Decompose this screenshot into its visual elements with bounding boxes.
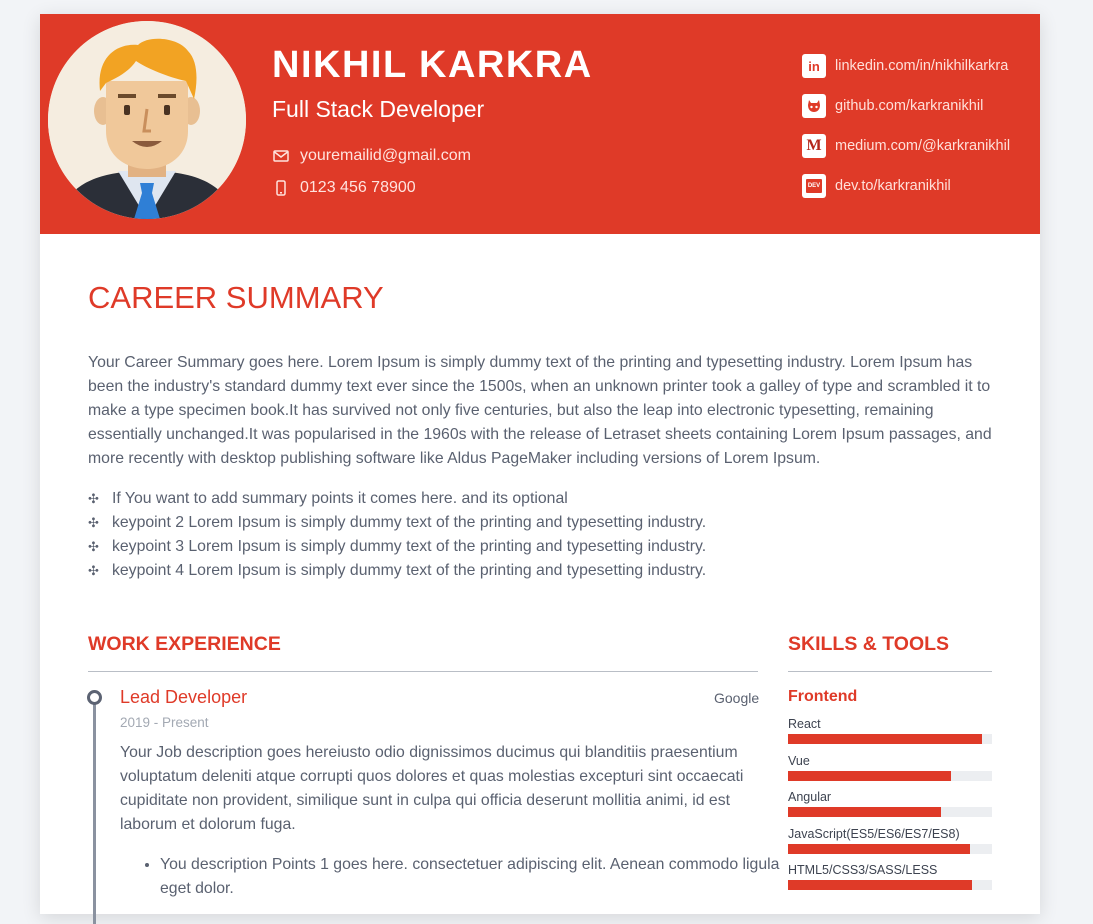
skills-title: SKILLS & TOOLS [788, 633, 950, 655]
bullet-icon: ✣ [88, 491, 99, 506]
skill-bar-fill [788, 880, 972, 890]
skill-javascript [788, 827, 992, 854]
summary-point-text: keypoint 3 Lorem Ipsum is simply dummy text of the printing and typesetting industry. [112, 538, 707, 555]
work-experience-title: WORK EXPERIENCE [88, 633, 281, 655]
skill-vue [788, 754, 992, 781]
avatar [48, 21, 246, 219]
skill-bar-fill [788, 807, 941, 817]
medium-icon: M [802, 134, 826, 158]
work-divider [88, 671, 758, 672]
linkedin-icon: in [802, 54, 826, 78]
skill-label: HTML5/CSS3/SASS/LESS [788, 863, 938, 877]
skills-divider [788, 671, 992, 672]
skill-label: JavaScript(ES5/ES6/ES7/ES8) [788, 827, 960, 841]
medium-link[interactable] [802, 134, 1010, 158]
linkedin-link[interactable] [802, 54, 1008, 78]
job-period: 2019 - Present [120, 715, 209, 730]
candidate-role: Full Stack Developer [272, 96, 485, 122]
bullet-icon: ✣ [88, 563, 99, 578]
career-summary-title: CAREER SUMMARY [88, 280, 384, 315]
skill-angular [788, 790, 992, 817]
list-item [88, 511, 706, 535]
envelope-icon [272, 150, 290, 162]
summary-points [88, 487, 706, 583]
resume-header [40, 14, 1040, 234]
list-item [88, 487, 706, 511]
skill-bar-track [788, 807, 992, 817]
devto-link[interactable] [802, 174, 951, 198]
phone-contact[interactable] [272, 179, 416, 197]
skill-react [788, 717, 992, 744]
list-item [88, 559, 706, 583]
resume-page [40, 14, 1040, 914]
github-icon [802, 94, 826, 118]
job-title: Lead Developer [120, 687, 248, 707]
email-text: youremailid@gmail.com [300, 147, 471, 164]
job-points [120, 853, 800, 901]
list-item: • You description Points 1 goes here. consectetuer adipiscing elit. Aenean commodo ligula eget dolor. [160, 853, 800, 901]
skill-label: Angular [788, 790, 832, 804]
devto-icon [802, 174, 826, 198]
mobile-phone-icon [272, 180, 290, 196]
summary-point-text: keypoint 2 Lorem Ipsum is simply dummy text of the printing and typesetting industry. [112, 514, 707, 531]
skill-category: Frontend [788, 688, 858, 705]
bullet-icon: ✣ [88, 515, 99, 530]
email-contact[interactable] [272, 147, 471, 165]
skill-label: Vue [788, 754, 810, 768]
linkedin-text: linkedin.com/in/nikhilkarkra [835, 58, 1009, 74]
skill-label: React [788, 717, 821, 731]
skill-bar-track [788, 734, 992, 744]
bullet-icon: ✣ [88, 539, 99, 554]
skill-bar-fill [788, 844, 970, 854]
candidate-name: NIKHIL KARKRA [272, 44, 593, 86]
medium-text: medium.com/@karkranikhil [835, 138, 1011, 154]
skill-bar-track [788, 880, 992, 890]
summary-point-text: keypoint 4 Lorem Ipsum is simply dummy text of the printing and typesetting industry. [112, 562, 707, 579]
skill-html-css [788, 863, 992, 890]
skill-bar-fill [788, 734, 982, 744]
job-company: Google [714, 690, 760, 706]
list-item [88, 535, 706, 559]
skill-bar-track [788, 844, 992, 854]
job-description: Your Job description goes hereiusto odio dignissimos ducimus qui blanditiis praesentium voluptatum deleniti atque corrupti quos dolores et quas molestias excepturi sint occaecati cupiditate non provident, similique sunt in culpa qui officia deserunt mollitia animi, id est laborum et dolorum fuga. [120, 744, 744, 833]
github-link[interactable] [802, 94, 983, 118]
skill-bar-track [788, 771, 992, 781]
devto-badge-text: DEV [806, 179, 822, 193]
github-text: github.com/karkranikhil [835, 98, 984, 114]
timeline-dot [87, 690, 102, 705]
career-summary-text: Your Career Summary goes here. Lorem Ipsum is simply dummy text of the printing and typesetting industry. Lorem Ipsum has been the industry's standard dummy text ever since the 1500s, when an unknown printer took a galley of type and scrambled it to make a type specimen book.It has survived not only five centuries, but also the leap into electronic typesetting, remaining essentially unchanged.It was popularised in the 1960s with the release of Letraset sheets containing Lorem Ipsum passages, and more recently with desktop publishing software like Aldus PageMaker including versions of Lorem Ipsum. [88, 354, 992, 467]
phone-text: 0123 456 78900 [300, 179, 416, 196]
skill-bar-fill [788, 771, 951, 781]
summary-point-text: If You want to add summary points it comes here. and its optional [112, 490, 568, 507]
devto-text: dev.to/karkranikhil [835, 178, 951, 194]
timeline-line [93, 704, 96, 924]
